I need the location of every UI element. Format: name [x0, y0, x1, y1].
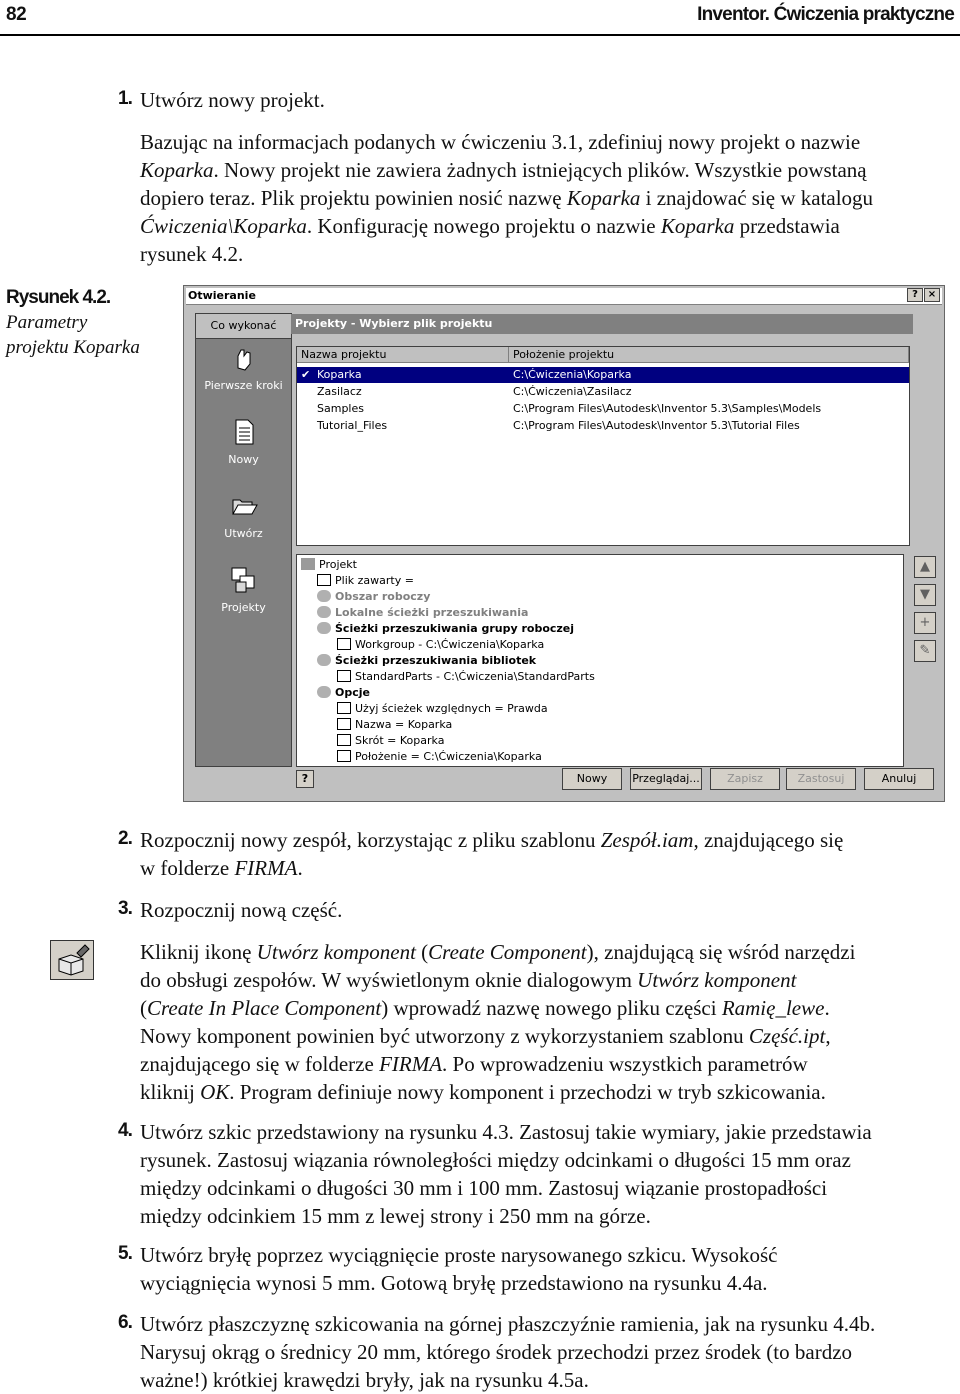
- hand-icon: [230, 344, 258, 372]
- text-line: wyciągnięcia wynosi 5 mm. Gotową bryłę przedstawiono na rysunku 4.4a.: [140, 1271, 768, 1295]
- text-line: [140, 826, 952, 854]
- cancel-button[interactable]: Anuluj: [864, 768, 934, 790]
- check-icon: ✔: [301, 368, 311, 381]
- step-title: Utwórz nowy projekt.: [140, 88, 325, 112]
- plus-icon: +: [919, 615, 931, 630]
- tree-node[interactable]: [337, 669, 595, 685]
- tree-label: Nazwa = Koparka: [355, 718, 453, 731]
- text-line: [140, 994, 952, 1022]
- text-span: i znajdować się w katalogu: [640, 186, 874, 210]
- text-field-icon: [337, 750, 351, 762]
- italic-term: Utwórz komponent: [256, 940, 416, 964]
- page-number: 82: [6, 4, 27, 25]
- folder-open-icon: [230, 492, 258, 520]
- text-span: ), znajdującą się wśród narzędzi: [586, 940, 856, 964]
- caption-line: projektu Koparka: [6, 337, 140, 358]
- text-span: . Program definiuje nowy komponent i przechodzi w tryb szkicowania.: [229, 1080, 826, 1104]
- projects-icon: [230, 566, 258, 594]
- move-up-button[interactable]: [914, 556, 936, 578]
- project-path: C:\Program Files\Autodesk\Inventor 5.3\Samples\Models: [513, 402, 822, 415]
- text-span: ,: [825, 1024, 831, 1048]
- help-button[interactable]: [296, 770, 314, 788]
- text-line: Utwórz szkic przedstawiony na rysunku 4.3. Zastosuj takie wymiary, jakie przedstawia: [140, 1120, 872, 1144]
- browse-button[interactable]: Przeglądaj...: [630, 768, 702, 790]
- tree-label: Opcje: [335, 686, 370, 699]
- step-number: 4.: [118, 1120, 132, 1141]
- step-title: Rozpocznij nową część.: [140, 898, 343, 922]
- project-path: C:\Ćwiczenia\Koparka: [513, 368, 632, 381]
- file-icon: [317, 574, 331, 586]
- project-name: Samples: [317, 402, 364, 415]
- text-line: [140, 938, 952, 966]
- text-span: kliknij: [140, 1080, 201, 1104]
- text-span: Rozpocznij nowy zespół, korzystając z pliku szablonu: [140, 828, 601, 852]
- tree-label: Projekt: [319, 558, 357, 571]
- project-name: Koparka: [317, 368, 362, 381]
- project-icon: [301, 558, 315, 570]
- text-line: [140, 212, 952, 240]
- sidebar: [195, 313, 292, 767]
- paragraph: [140, 1118, 952, 1230]
- tree-node[interactable]: [337, 749, 542, 765]
- paragraph: [140, 938, 952, 1106]
- tree-node[interactable]: [317, 573, 414, 589]
- tree-label: Położenie = C:\Ćwiczenia\Koparka: [355, 750, 542, 763]
- move-down-button[interactable]: [914, 584, 936, 606]
- text-span: (: [415, 940, 429, 964]
- list-item[interactable]: [297, 401, 909, 417]
- tree-label: Ścieżki przeszukiwania grupy roboczej: [335, 622, 575, 635]
- figure-label: Rysunek 4.2.: [6, 287, 111, 308]
- text-line: [140, 1050, 952, 1078]
- project-name: Zasilacz: [317, 385, 362, 398]
- italic-term: Ćwiczenia\Koparka: [140, 214, 307, 238]
- italic-term: Ramię_lewe: [721, 996, 825, 1020]
- italic-term: OK: [200, 1080, 230, 1104]
- sidebar-item-new[interactable]: [196, 418, 291, 466]
- running-title: Inventor. Ćwiczenia praktyczne: [697, 4, 954, 25]
- step-number: 3.: [118, 898, 132, 919]
- new-button[interactable]: Nowy: [562, 768, 622, 790]
- text-line: [140, 156, 952, 184]
- paragraph: [140, 1310, 952, 1394]
- list-item[interactable]: [297, 367, 909, 383]
- apply-button[interactable]: Zastosuj: [786, 768, 856, 790]
- new-file-icon: [230, 418, 258, 446]
- text-span: Kliknij ikonę: [140, 940, 257, 964]
- path-icon: [337, 670, 351, 682]
- help-icon: ?: [301, 772, 309, 785]
- italic-term: FIRMA: [379, 1052, 443, 1076]
- edit-path-button[interactable]: [914, 640, 936, 662]
- tree-node[interactable]: [337, 717, 452, 733]
- tree-label: Obszar roboczy: [335, 590, 431, 603]
- text-line: między odcinkiem 15 mm z lewej strony i 250 mm na górze.: [140, 1204, 651, 1228]
- close-title-button[interactable]: ×: [924, 288, 940, 302]
- text-line: Utwórz płaszczyznę szkicowania na górnej płaszczyźnie ramienia, jak na rysunku 4.4b.: [140, 1312, 876, 1336]
- pencil-icon: ✎: [919, 643, 931, 658]
- sidebar-item-label: Nowy: [228, 453, 259, 466]
- text-span: do obsługi zespołów. W wyświetlonym oknie dialogowym: [140, 968, 638, 992]
- list-item[interactable]: [297, 418, 909, 434]
- caption-line: Parametry: [6, 312, 88, 333]
- text-line: [140, 966, 952, 994]
- text-span: (: [140, 996, 147, 1020]
- tree-label: Workgroup - C:\Ćwiczenia\Koparka: [355, 638, 545, 651]
- folder-icon: [317, 606, 331, 618]
- text-span: .: [297, 856, 303, 880]
- tree-label: Skrót = Koparka: [355, 734, 445, 747]
- setting-icon: [337, 702, 351, 714]
- text-span: przedstawia: [734, 214, 840, 238]
- italic-term: Create In Place Component: [147, 996, 382, 1020]
- arrow-up-icon: ▲: [920, 559, 930, 574]
- open-dialog: [183, 285, 945, 802]
- column-header-name[interactable]: Nazwa projektu: [297, 347, 509, 363]
- text-span: dopiero teraz. Plik projektu powinien nosić nazwę: [140, 186, 567, 210]
- tree-label: Ścieżki przeszukiwania bibliotek: [335, 654, 537, 667]
- tree-node[interactable]: [317, 653, 536, 669]
- text-span: , znajdującego się: [693, 828, 844, 852]
- tree-node[interactable]: [317, 685, 370, 701]
- text-line: rysunek. Zastosuj wiązania równoległości między odcinkami o długości 15 mm oraz: [140, 1148, 851, 1172]
- text-line: między odcinkami o długości 30 mm i 100 mm. Zastosuj wiązanie prostopadłości: [140, 1176, 828, 1200]
- paragraph: [140, 1241, 952, 1297]
- italic-term: FIRMA: [234, 856, 298, 880]
- italic-term: Create Component: [428, 940, 587, 964]
- dialog-title: Otwieranie: [186, 288, 942, 305]
- step-number: 2.: [118, 828, 132, 849]
- text-span: .: [824, 996, 830, 1020]
- italic-term: Utwórz komponent: [637, 968, 797, 992]
- tree-label: Plik zawarty =: [335, 574, 414, 587]
- tree-label: Użyj ścieżek względnych = Prawda: [355, 702, 548, 715]
- italic-term: Zespół.iam: [600, 828, 694, 852]
- path-icon: [337, 638, 351, 650]
- project-path: C:\Ćwiczenia\Zasilacz: [513, 385, 632, 398]
- sidebar-item-open[interactable]: [196, 492, 291, 540]
- text-line: [140, 854, 952, 882]
- text-line: Bazując na informacjach podanych w ćwiczeniu 3.1, zdefiniuj nowy projekt o nazwie: [140, 130, 861, 154]
- folder-icon: [317, 654, 331, 666]
- tree-node[interactable]: [337, 637, 544, 653]
- project-name: Tutorial_Files: [317, 419, 388, 432]
- project-path: C:\Program Files\Autodesk\Inventor 5.3\Tutorial Files: [513, 419, 800, 432]
- tree-node[interactable]: [317, 621, 574, 637]
- figure-caption: [6, 285, 176, 360]
- folder-icon: [317, 622, 331, 634]
- text-line: rysunek 4.2.: [140, 242, 244, 266]
- text-line: Utwórz bryłę poprzez wyciągnięcie proste narysowanego szkicu. Wysokość: [140, 1243, 778, 1267]
- options-icon: [317, 686, 331, 698]
- paragraph: [140, 826, 952, 882]
- text-span: w folderze: [140, 856, 235, 880]
- arrow-down-icon: ▼: [920, 587, 930, 602]
- italic-term: Koparka: [660, 214, 735, 238]
- create-component-icon: [50, 940, 94, 980]
- text-line: [140, 184, 952, 212]
- text-span: znajdującego się w folderze: [140, 1052, 380, 1076]
- help-title-button[interactable]: ?: [907, 288, 923, 302]
- tree-node[interactable]: [337, 733, 444, 749]
- text-span: ) wprowadź nazwę nowego pliku części: [381, 996, 722, 1020]
- text-line: [140, 1078, 952, 1106]
- text-span: . Nowy projekt nie zawiera żadnych istniejących plików. Wszystkie powstaną: [213, 158, 867, 182]
- text-span: Nowy komponent powinien być utworzony z wykorzystaniem szablonu: [140, 1024, 749, 1048]
- sidebar-item-label: Projekty: [221, 601, 266, 614]
- tree-node[interactable]: [317, 589, 430, 605]
- sidebar-header[interactable]: Co wykonać: [196, 314, 291, 339]
- text-line: [140, 1022, 952, 1050]
- step-number: 5.: [118, 1243, 132, 1264]
- tree-node[interactable]: [301, 557, 357, 573]
- project-settings-tree: [296, 554, 904, 767]
- add-path-button[interactable]: [914, 612, 936, 634]
- tree-node[interactable]: [317, 605, 528, 621]
- text-line: Narysuj okrąg o średnicy 20 mm, którego środek przechodzi przez środek (to bardzo: [140, 1340, 853, 1364]
- panel-title: Projekty - Wybierz plik projektu: [291, 314, 913, 334]
- folder-icon: [317, 590, 331, 602]
- list-item[interactable]: [297, 384, 909, 400]
- sidebar-item-getting-started[interactable]: [196, 344, 291, 392]
- paragraph: [140, 128, 952, 268]
- text-span: . Konfigurację nowego projektu o nazwie: [306, 214, 661, 238]
- tree-node[interactable]: [337, 701, 548, 717]
- step-number: 1.: [118, 88, 132, 109]
- column-header-location[interactable]: Położenie projektu: [509, 347, 909, 363]
- italic-term: Koparka: [566, 186, 641, 210]
- sidebar-item-label: Pierwsze kroki: [204, 379, 283, 392]
- text-field-icon: [337, 734, 351, 746]
- component-icon: [51, 941, 93, 979]
- text-span: . Po wprowadzeniu wszystkich parametrów: [442, 1052, 808, 1076]
- tree-label: Lokalne ścieżki przeszukiwania: [335, 606, 529, 619]
- sidebar-item-projects[interactable]: [196, 566, 291, 614]
- step-number: 6.: [118, 1312, 132, 1333]
- tree-label: StandardParts - C:\Ćwiczenia\StandardParts: [355, 670, 595, 683]
- save-button[interactable]: Zapisz: [710, 768, 780, 790]
- project-list: [296, 346, 910, 546]
- italic-term: Część.ipt: [748, 1024, 826, 1048]
- page-header: [0, 0, 960, 36]
- italic-term: Koparka: [140, 158, 214, 182]
- text-line: ważne!) krótkiej krawędzi bryły, jak na rysunku 4.5a.: [140, 1368, 589, 1392]
- text-field-icon: [337, 718, 351, 730]
- sidebar-item-label: Utwórz: [224, 527, 263, 540]
